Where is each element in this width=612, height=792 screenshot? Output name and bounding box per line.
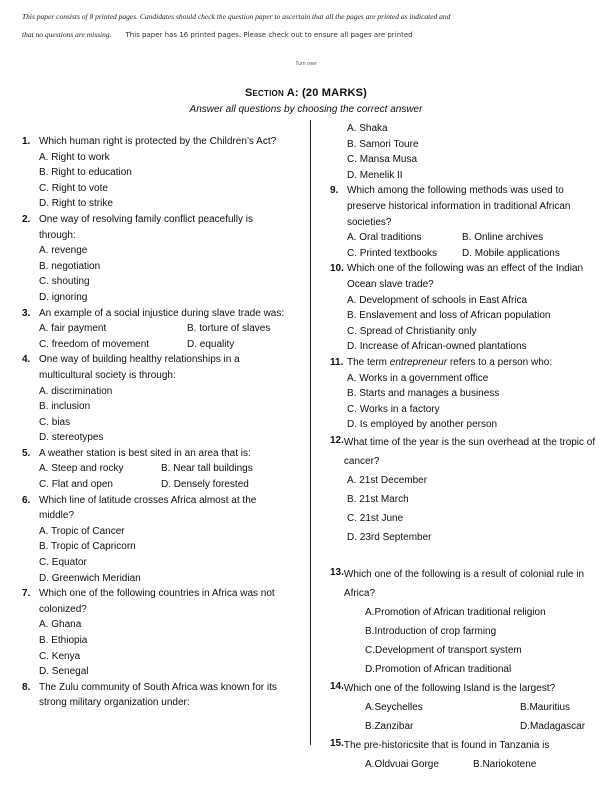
option: D. equality [187, 338, 235, 350]
section-instruction: Answer all questions by choosing the correct answer [189, 104, 423, 115]
option: B.Zanzibar [365, 720, 414, 732]
question-number: 10. [330, 263, 344, 275]
question-11 [330, 355, 604, 433]
option: B.Introduction of crop farming [365, 625, 497, 637]
instruction-line-2 [22, 26, 602, 44]
question-text-part: refers to a person who: [447, 356, 553, 368]
option: D. Right to strike [39, 198, 113, 210]
question-8 [22, 680, 292, 711]
question-2 [22, 212, 292, 306]
question-number: 4. [22, 354, 31, 366]
question-text: Which one of the following countries in Africa was not colonized? [39, 588, 275, 615]
option: C. shouting [39, 276, 90, 288]
option: D.Promotion of African traditional [365, 663, 512, 675]
question-text: The pre-historicsite that is found in Tanzania is [343, 739, 550, 751]
question-text: Which one of the following was an effect of the Indian Ocean slave trade? [347, 263, 584, 290]
option: D. Senegal [39, 666, 89, 678]
question-number: 11. [330, 356, 344, 368]
option: D. Densely forested [161, 479, 249, 491]
question-6 [22, 493, 292, 587]
option: A. Right to work [39, 151, 110, 163]
question-number: 1. [22, 136, 31, 147]
right-column [330, 121, 604, 774]
option: C. Flat and open [39, 479, 113, 491]
option: D. Is employed by another person [347, 419, 498, 431]
turn-over-note: Turn over [295, 61, 317, 67]
question-text: What time of the year is the sun overhead at the tropic of cancer? [343, 436, 596, 467]
question-number: 7. [22, 588, 31, 600]
question-number: 2. [22, 213, 31, 225]
option: B. 21st March [347, 493, 409, 505]
option: A. Oral traditions [347, 232, 422, 244]
option: A. 21st December [347, 474, 428, 486]
question-4 [22, 352, 292, 446]
instruction-line-2-text: that no questions are missing. [22, 30, 112, 39]
question-text: Which one of the following is a result of colonial rule in Africa? [343, 568, 585, 599]
option: B. Starts and manages a business [347, 388, 500, 400]
option-grid [330, 698, 604, 736]
question-text [347, 355, 604, 371]
handwritten-note: This paper has 16 printed pages. Please check out to ensure all pages are printed [125, 31, 413, 39]
instruction-line-1: This paper consists of 8 printed pages. Candidates should check the question paper to ascertain that all the pages are printed as indicated and [22, 12, 451, 21]
question-text: A weather station is best sited in an area that is: [39, 447, 251, 459]
option: A. revenge [39, 245, 88, 257]
option: A. Tropic of Cancer [39, 525, 125, 537]
question-number: 3. [22, 307, 31, 319]
option-grid [330, 230, 604, 261]
option: D. Increase of African-owned plantations [347, 341, 527, 353]
option-grid [22, 321, 292, 352]
question-term: entrepreneur [389, 356, 448, 368]
option: B. Tropic of Capricorn [39, 541, 136, 553]
option: D. stereotypes [39, 432, 104, 444]
question-text: An example of a social injustice during slave trade was: [39, 307, 285, 319]
section-title: Section A: (20 MARKS) [244, 87, 368, 99]
option: D. 23rd September [347, 531, 432, 543]
question-text: The Zulu community of South Africa was known for its strong military organization under: [39, 681, 277, 709]
option: B. Ethiopia [39, 635, 88, 646]
option-grid [22, 461, 292, 492]
question-text: Which human right is protected by the Children’s Act? [39, 136, 277, 147]
option: C. Spread of Christianity only [347, 325, 477, 337]
option: A. Ghana [39, 619, 82, 631]
option: C.Development of transport system [365, 644, 522, 656]
option: D. Mobile applications [462, 247, 560, 259]
question-13 [330, 565, 604, 679]
option: A. Steep and rocky [39, 463, 124, 475]
option: B. Near tall buildings [161, 463, 253, 475]
question-8-options [330, 121, 604, 183]
question-1 [22, 134, 292, 212]
option: C. 21st June [347, 512, 404, 524]
option: C. Printed textbooks [347, 247, 438, 259]
question-text: One way of resolving family conflict peacefully is through: [39, 213, 253, 241]
question-number: 6. [22, 494, 31, 506]
option: A. Works in a government office [347, 372, 489, 384]
question-10 [330, 261, 604, 355]
option: A.Oldvuai Gorge [365, 758, 439, 770]
option: B. Enslavement and loss of African population [347, 310, 551, 322]
option: B. Samori Toure [347, 138, 419, 150]
question-number: 13. [330, 566, 344, 578]
option: A. Development of schools in East Africa [347, 294, 528, 306]
option: A. Shaka [347, 123, 388, 134]
left-column [22, 134, 292, 711]
option: B. Online archives [462, 232, 544, 244]
option: C. Works in a factory [347, 403, 440, 415]
option-grid [330, 755, 604, 774]
option: C. Kenya [39, 650, 81, 662]
option: C. Equator [39, 557, 87, 569]
option: B.Nariokotene [473, 758, 537, 770]
option: A.Promotion of African traditional religion [365, 606, 546, 618]
option: D. ignoring [39, 291, 88, 303]
question-number: 9. [330, 185, 339, 197]
option: C. bias [39, 416, 71, 428]
option: D.Madagascar [520, 720, 586, 732]
question-9 [330, 183, 604, 261]
option: D. Greenwich Meridian [39, 572, 141, 584]
question-number: 12. [330, 434, 344, 446]
paper-instructions [22, 8, 602, 44]
option: B. negotiation [39, 260, 101, 272]
question-text-part: The term [347, 356, 390, 368]
question-text: Which among the following methods was used to preserve historical information in traditional African societies? [347, 185, 571, 228]
question-number: 15. [330, 737, 344, 749]
question-12 [330, 433, 604, 547]
question-text: One way of building healthy relationships in a multicultural society is through: [39, 354, 240, 381]
option: A. discrimination [39, 385, 113, 397]
option: C. freedom of movement [39, 338, 150, 350]
option: B.Mauritius [520, 701, 571, 713]
question-number: 5. [22, 447, 31, 459]
option: B. torture of slaves [187, 323, 271, 335]
option: D. Menelik II [347, 169, 403, 181]
spacer [330, 547, 604, 565]
option: C. Mansa Musa [347, 154, 418, 166]
question-text: Which one of the following Island is the largest? [343, 682, 556, 694]
option: C. Right to vote [39, 182, 108, 194]
question-5 [22, 446, 292, 493]
question-number: 14. [330, 680, 344, 692]
option: A.Seychelles [365, 701, 423, 713]
question-text: Which line of latitude crosses Africa almost at the middle? [39, 494, 257, 522]
option: B. Right to education [39, 167, 132, 179]
question-15 [330, 736, 604, 774]
column-divider [310, 120, 311, 745]
option: B. inclusion [39, 401, 91, 413]
question-7 [22, 586, 292, 680]
question-14 [330, 679, 604, 736]
question-3 [22, 306, 292, 353]
option: A. fair payment [39, 323, 107, 335]
question-number: 8. [22, 681, 31, 693]
